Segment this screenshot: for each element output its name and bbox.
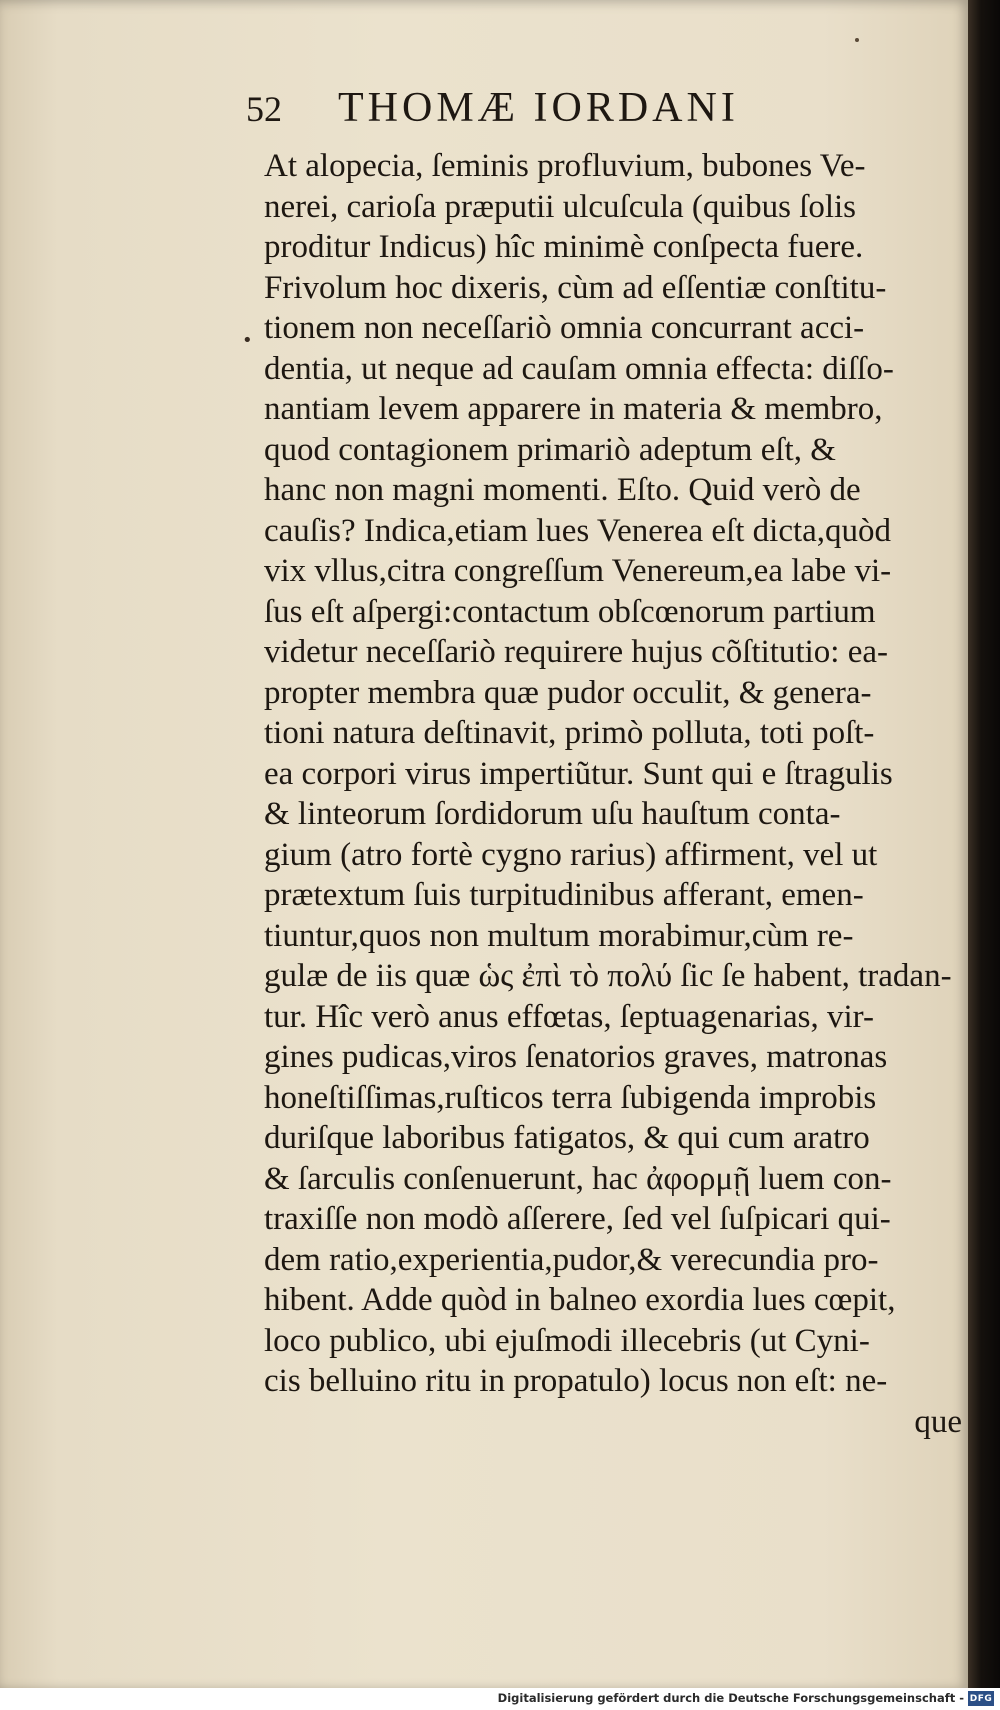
body-text <box>264 146 962 1442</box>
page-number: 52 <box>246 89 282 129</box>
text-line: hanc non magni momenti. Eſto. Quid verò de <box>264 472 861 508</box>
text-line: quod contagionem primariò adeptum eſt, & <box>264 431 836 468</box>
text-line: gines pudicas,viros ſenatorios graves, matronas <box>264 1039 888 1075</box>
text-line: propter membra quæ pudor occulit, & genera- <box>264 674 872 711</box>
text-line: gulæ de iis quæ ὡς ἐπὶ τὸ πολύ ſic ſe habent, tradan- <box>264 958 952 994</box>
text-line: tionem non neceſſariò omnia concurrant acci- <box>264 310 865 346</box>
text-line: ſus eſt aſpergi:contactum obſcœnorum partium <box>264 593 876 630</box>
running-head <box>246 84 936 144</box>
text-line: ea corpori virus impertiũtur. Sunt qui e ſtragulis <box>264 755 893 792</box>
margin-mark: • <box>242 330 253 351</box>
text-line: cauſis? Indica,etiam lues Venerea eſt dicta,quòd <box>264 512 892 549</box>
text-line: cis belluino ritu in propatulo) locus non eſt: ne- <box>264 1363 888 1399</box>
text-line: nerei, carioſa præputii ulcuſcula (quibus ſolis <box>264 188 857 225</box>
text-line: vix vllus,citra congreſſum Venereum,ea labe vi- <box>264 553 892 589</box>
text-line: loco publico, ubi ejuſmodi illecebris (ut Cyni- <box>264 1322 870 1359</box>
footer-credit: Digitalisierung gefördert durch die Deutsche Forschungsgemeinschaft - <box>497 1691 964 1705</box>
text-line: nantiam levem apparere in materia & membro, <box>264 391 883 427</box>
text-line: tioni natura deſtinavit, primò polluta, toti poſt- <box>264 715 875 751</box>
paper-speck <box>855 38 859 42</box>
text-line: dem ratio,experientia,pudor,& verecundia pro- <box>264 1241 879 1278</box>
page-edge-shadow <box>968 0 1000 1688</box>
dfg-logo-icon: DFG <box>968 1691 994 1706</box>
text-line: honeſtiſſimas,ruſticos terra ſubigenda improbis <box>264 1079 877 1116</box>
footer-bar <box>0 1688 1000 1710</box>
text-line: prætextum ſuis turpitudinibus afferant, emen- <box>264 877 864 913</box>
running-title: THOMÆ IORDANI <box>338 85 739 131</box>
text-line: videtur neceſſariò requirere hujus cõſtitutio: ea- <box>264 634 889 670</box>
text-line: traxiſſe non modò aſſerere, ſed vel ſuſpicari qui- <box>264 1201 891 1237</box>
text-line: hibent. Adde quòd in balneo exordia lues cœpit, <box>264 1282 896 1318</box>
text-line: proditur Indicus) hîc minimè conſpecta fuere. <box>264 229 864 265</box>
text-line: & linteorum ſordidorum uſu hauſtum conta- <box>264 796 841 832</box>
text-line: gium (atro fortè cygno rarius) affirment, vel ut <box>264 836 878 873</box>
catchword: que <box>914 1403 962 1440</box>
text-line: duriſque laboribus fatigatos, & qui cum aratro <box>264 1120 870 1156</box>
text-line: tur. Hîc verò anus effœtas, ſeptuagenarias, vir- <box>264 998 874 1035</box>
text-line: tiuntur,quos non multum morabimur,cùm re- <box>264 917 854 954</box>
text-line: dentia, ut neque ad cauſam omnia effecta: diſſo- <box>264 350 894 387</box>
text-line: At alopecia, ſeminis profluvium, bubones Ve- <box>264 148 866 184</box>
text-line: Frivolum hoc dixeris, cùm ad eſſentiæ conſtitu- <box>264 269 887 306</box>
text-line: & ſarculis conſenuerunt, hac ἀφορμῇ luem con- <box>264 1160 892 1197</box>
